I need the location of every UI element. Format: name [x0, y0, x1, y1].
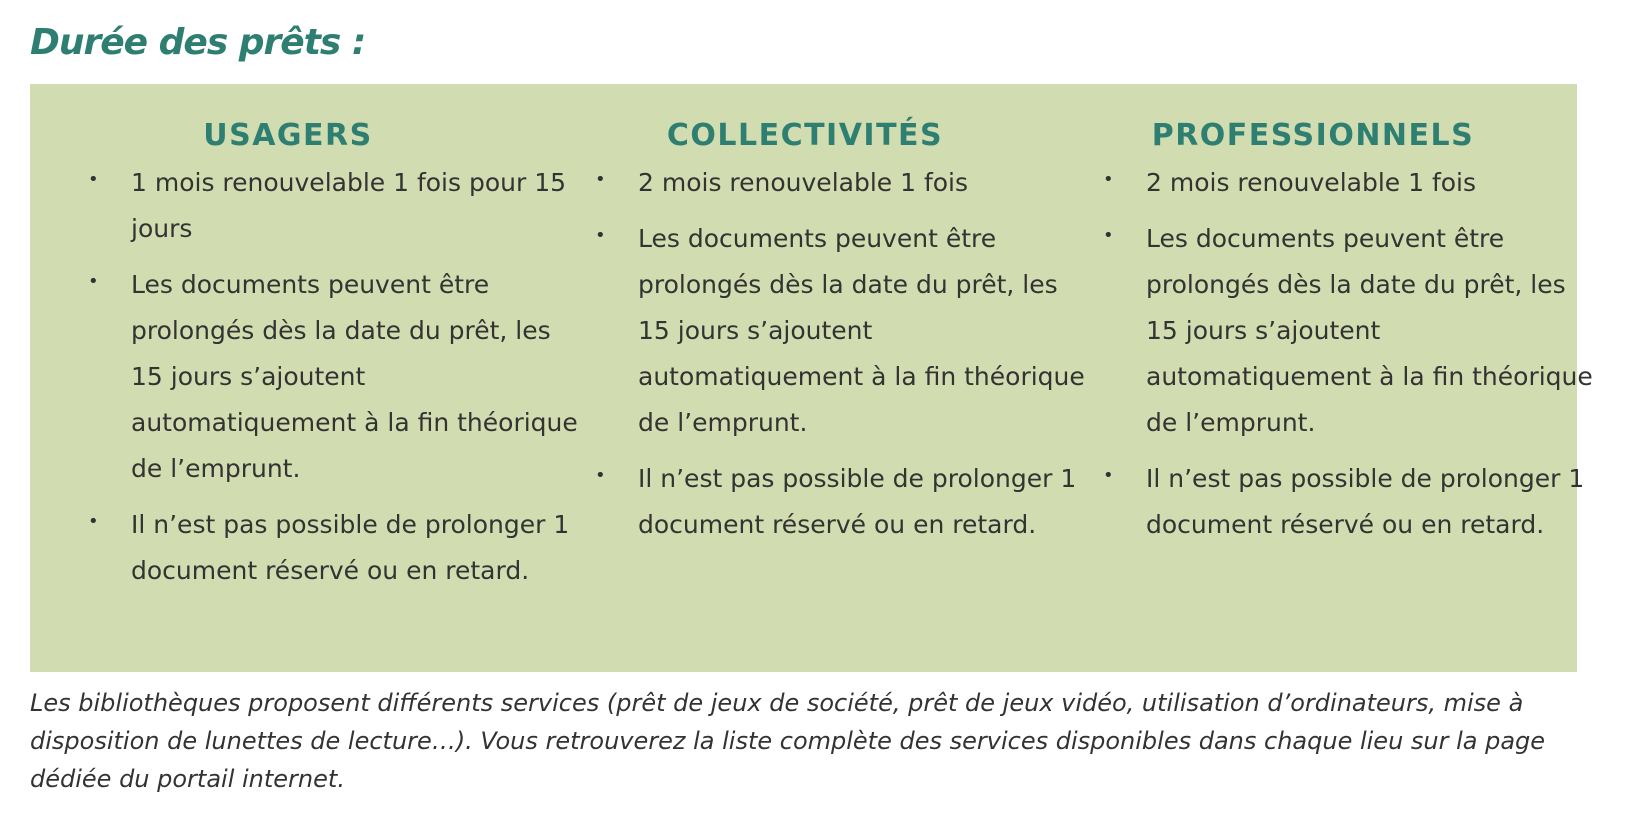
list-item: [595, 216, 1085, 446]
column-heading: USAGERS: [203, 118, 373, 153]
bullet-icon: •: [1103, 465, 1114, 486]
bullet-icon: •: [1103, 225, 1114, 246]
list-item-text: 1 mois renouvelable 1 fois pour 15 jours: [131, 168, 567, 243]
list-item: [88, 262, 578, 492]
list-item-text: Les documents peuvent être prolongés dès la date du prêt, les 15 jours s’ajoutent automatiquement à la fin théorique de l’emprunt.: [131, 270, 578, 483]
list-item: [1103, 216, 1593, 446]
column-item-list: [88, 160, 578, 594]
list-item-text: Les documents peuvent être prolongés dès la date du prêt, les 15 jours s’ajoutent automatiquement à la fin théorique de l’emprunt.: [1146, 224, 1593, 437]
page-title: Durée des prêts :: [30, 22, 366, 63]
bullet-icon: •: [88, 511, 99, 532]
column-usagers: [88, 118, 578, 604]
list-item: [1103, 160, 1593, 206]
column-heading: COLLECTIVITÉS: [666, 118, 944, 153]
list-item: [88, 160, 578, 252]
column-item-list: [1103, 160, 1593, 548]
bullet-icon: •: [88, 271, 99, 292]
bullet-icon: •: [88, 169, 99, 190]
bullet-icon: •: [1103, 169, 1114, 190]
list-item: [595, 160, 1085, 206]
list-item-text: 2 mois renouvelable 1 fois: [1146, 168, 1477, 197]
list-item: [88, 502, 578, 594]
bullet-icon: •: [595, 465, 606, 486]
list-item-text: Il n’est pas possible de prolonger 1 document réservé ou en retard.: [1146, 464, 1585, 539]
bullet-icon: •: [595, 225, 606, 246]
list-item: [595, 456, 1085, 548]
loan-duration-panel: [30, 84, 1593, 672]
footnote: Les bibliothèques proposent différents services (prêt de jeux de société, prêt de jeux vidéo, utilisation d’ordinateurs, mise à disposition de lunettes de lecture…). Vous retrouverez la liste complète des services disponibles dans chaque lieu sur la page dédiée du portail internet.: [30, 689, 1546, 793]
column-heading: PROFESSIONNELS: [1151, 118, 1475, 153]
list-item-text: Il n’est pas possible de prolonger 1 document réservé ou en retard.: [638, 464, 1077, 539]
list-item: [1103, 456, 1593, 548]
column-professionnels: [1103, 118, 1593, 558]
bullet-icon: •: [595, 169, 606, 190]
list-item-text: 2 mois renouvelable 1 fois: [638, 168, 969, 197]
column-item-list: [595, 160, 1085, 548]
column-collectivites: [595, 118, 1085, 558]
list-item-text: Les documents peuvent être prolongés dès la date du prêt, les 15 jours s’ajoutent automatiquement à la fin théorique de l’emprunt.: [638, 224, 1085, 437]
list-item-text: Il n’est pas possible de prolonger 1 document réservé ou en retard.: [131, 510, 570, 585]
